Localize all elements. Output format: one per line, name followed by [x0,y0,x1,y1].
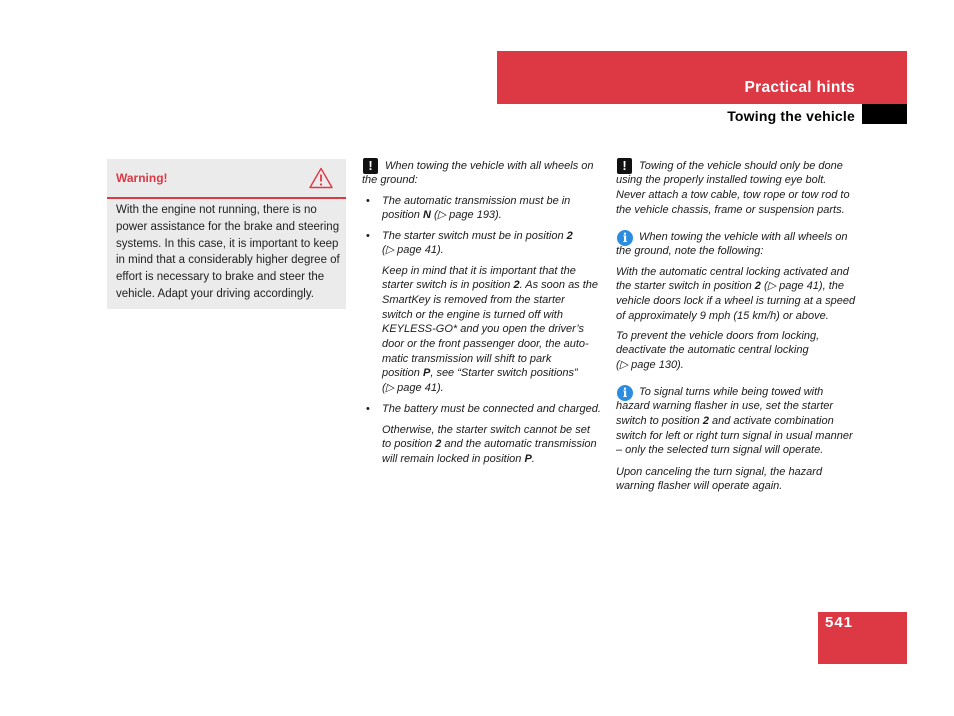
text-line: matic transmission will shift to park [382,352,552,365]
emphasis-text: P [422,367,431,380]
text-line: switch for left or right turn signal in usual manner [616,429,853,442]
text-line: Never attach a tow cable, tow rope or tow rod to [616,188,850,201]
list-item-battery [366,402,601,417]
exclamation-icon: ! [617,158,632,174]
emphasis-text: 2 [702,414,709,427]
text-line: Towing of the vehicle should only be done [639,159,843,172]
text-line: in mind that a considerably higher degree of [116,254,340,267]
text-line: With the automatic central locking activated and [616,265,849,278]
page-number: 541 [825,614,854,631]
text-line: the ground: [362,174,418,187]
text-line: the starter switch in position 2 (▷ page 41), the [616,280,844,293]
text-line: The battery must be connected and charged. [382,402,601,415]
text-line: With the engine not running, there is no [116,204,317,216]
caution-note-towing-eye [616,159,850,218]
deactivate-locking-detail [616,329,819,373]
section-banner [497,51,907,104]
text-line: switch to position 2 and activate combination [616,414,834,427]
central-locking-detail [616,265,855,324]
emphasis-text: 2 [513,279,520,292]
bullet-icon: • [366,229,370,242]
text-line: The starter switch must be in position 2 [382,229,573,242]
text-line: systems. In this case, it is important to keep [116,237,339,250]
info-icon: i [617,230,633,246]
warning-triangle-icon [309,167,333,189]
text-line: SmartKey is removed from the starter [382,293,565,306]
text-line: switch or the engine is turned off with [382,308,563,321]
warning-body [116,202,340,303]
text-line: power assistance for the brake and steering [116,220,340,233]
emphasis-text: 2 [754,280,761,293]
text-line: the vehicle chassis, frame or suspension parts. [616,203,845,216]
text-line: position P, see “Starter switch positions” [382,367,578,380]
battery-detail [382,423,597,467]
info-icon: i [617,385,633,401]
text-line: (▷ page 130). [616,358,684,371]
text-line: effort is necessary to brake and steer the [116,271,325,284]
text-line: Otherwise, the starter switch cannot be set [382,423,590,436]
text-line: starter switch is in position 2. As soon as the [382,279,599,292]
text-line: will remain locked in position P. [382,452,535,465]
text-line: Upon canceling the turn signal, the hazard [616,465,823,478]
text-line: warning flasher will operate again. [616,480,783,493]
list-item-transmission [366,194,571,223]
text-line: using the properly installed towing eye bolt. [616,174,827,187]
page-number-box [818,612,907,664]
text-line: deactivate the automatic central locking [616,344,809,357]
caution-note-wheels-on-ground [362,159,594,188]
bullet-icon: • [366,402,370,415]
text-line: To signal turns while being towed with [639,385,824,398]
hazard-flasher-detail [616,465,822,494]
text-line: of approximately 9 mph (15 km/h) or above. [616,309,829,322]
info-note-wheels-on-ground [616,230,848,259]
text-line: position N (▷ page 193). [382,209,502,222]
text-line: hazard warning flasher in use, set the starter [616,400,834,413]
page-title: Towing the vehicle [727,108,855,124]
text-line: To prevent the vehicle doors from locking, [616,329,820,342]
text-line: When towing the vehicle with all wheels on [385,159,594,172]
warning-box [107,159,346,309]
text-line: When towing the vehicle with all wheels on [639,230,848,243]
text-line: (▷ page 41). [382,244,444,257]
emphasis-text: 2 [435,438,442,451]
section-tab-marker [862,104,907,124]
exclamation-icon: ! [363,158,378,174]
warning-header [107,159,346,199]
starter-switch-detail [382,264,598,396]
bullet-icon: • [366,194,370,207]
text-line: door or the front passenger door, the auto- [382,338,589,351]
text-line: (▷ page 41). [382,382,444,395]
text-line: The automatic transmission must be in [382,194,571,207]
text-line: to position 2 and the automatic transmission [382,438,597,451]
text-line: the ground, note the following: [616,245,764,258]
info-note-turn-signals [616,385,853,459]
emphasis-text: N [422,209,431,222]
section-title: Practical hints [744,79,855,96]
text-line: vehicle. Adapt your driving accordingly. [116,287,314,300]
emphasis-text: 2 [566,229,573,242]
text-line: vehicle doors lock if a wheel is turning at a speed [616,294,856,307]
list-item-starter-switch [366,229,573,258]
warning-title: Warning! [116,171,168,185]
text-line: Keep in mind that it is important that the [382,264,576,277]
emphasis-text: P [524,452,532,465]
text-line: KEYLESS-GO* and you open the driver’s [382,323,584,336]
text-line: – only the selected turn signal will operate. [616,444,824,457]
